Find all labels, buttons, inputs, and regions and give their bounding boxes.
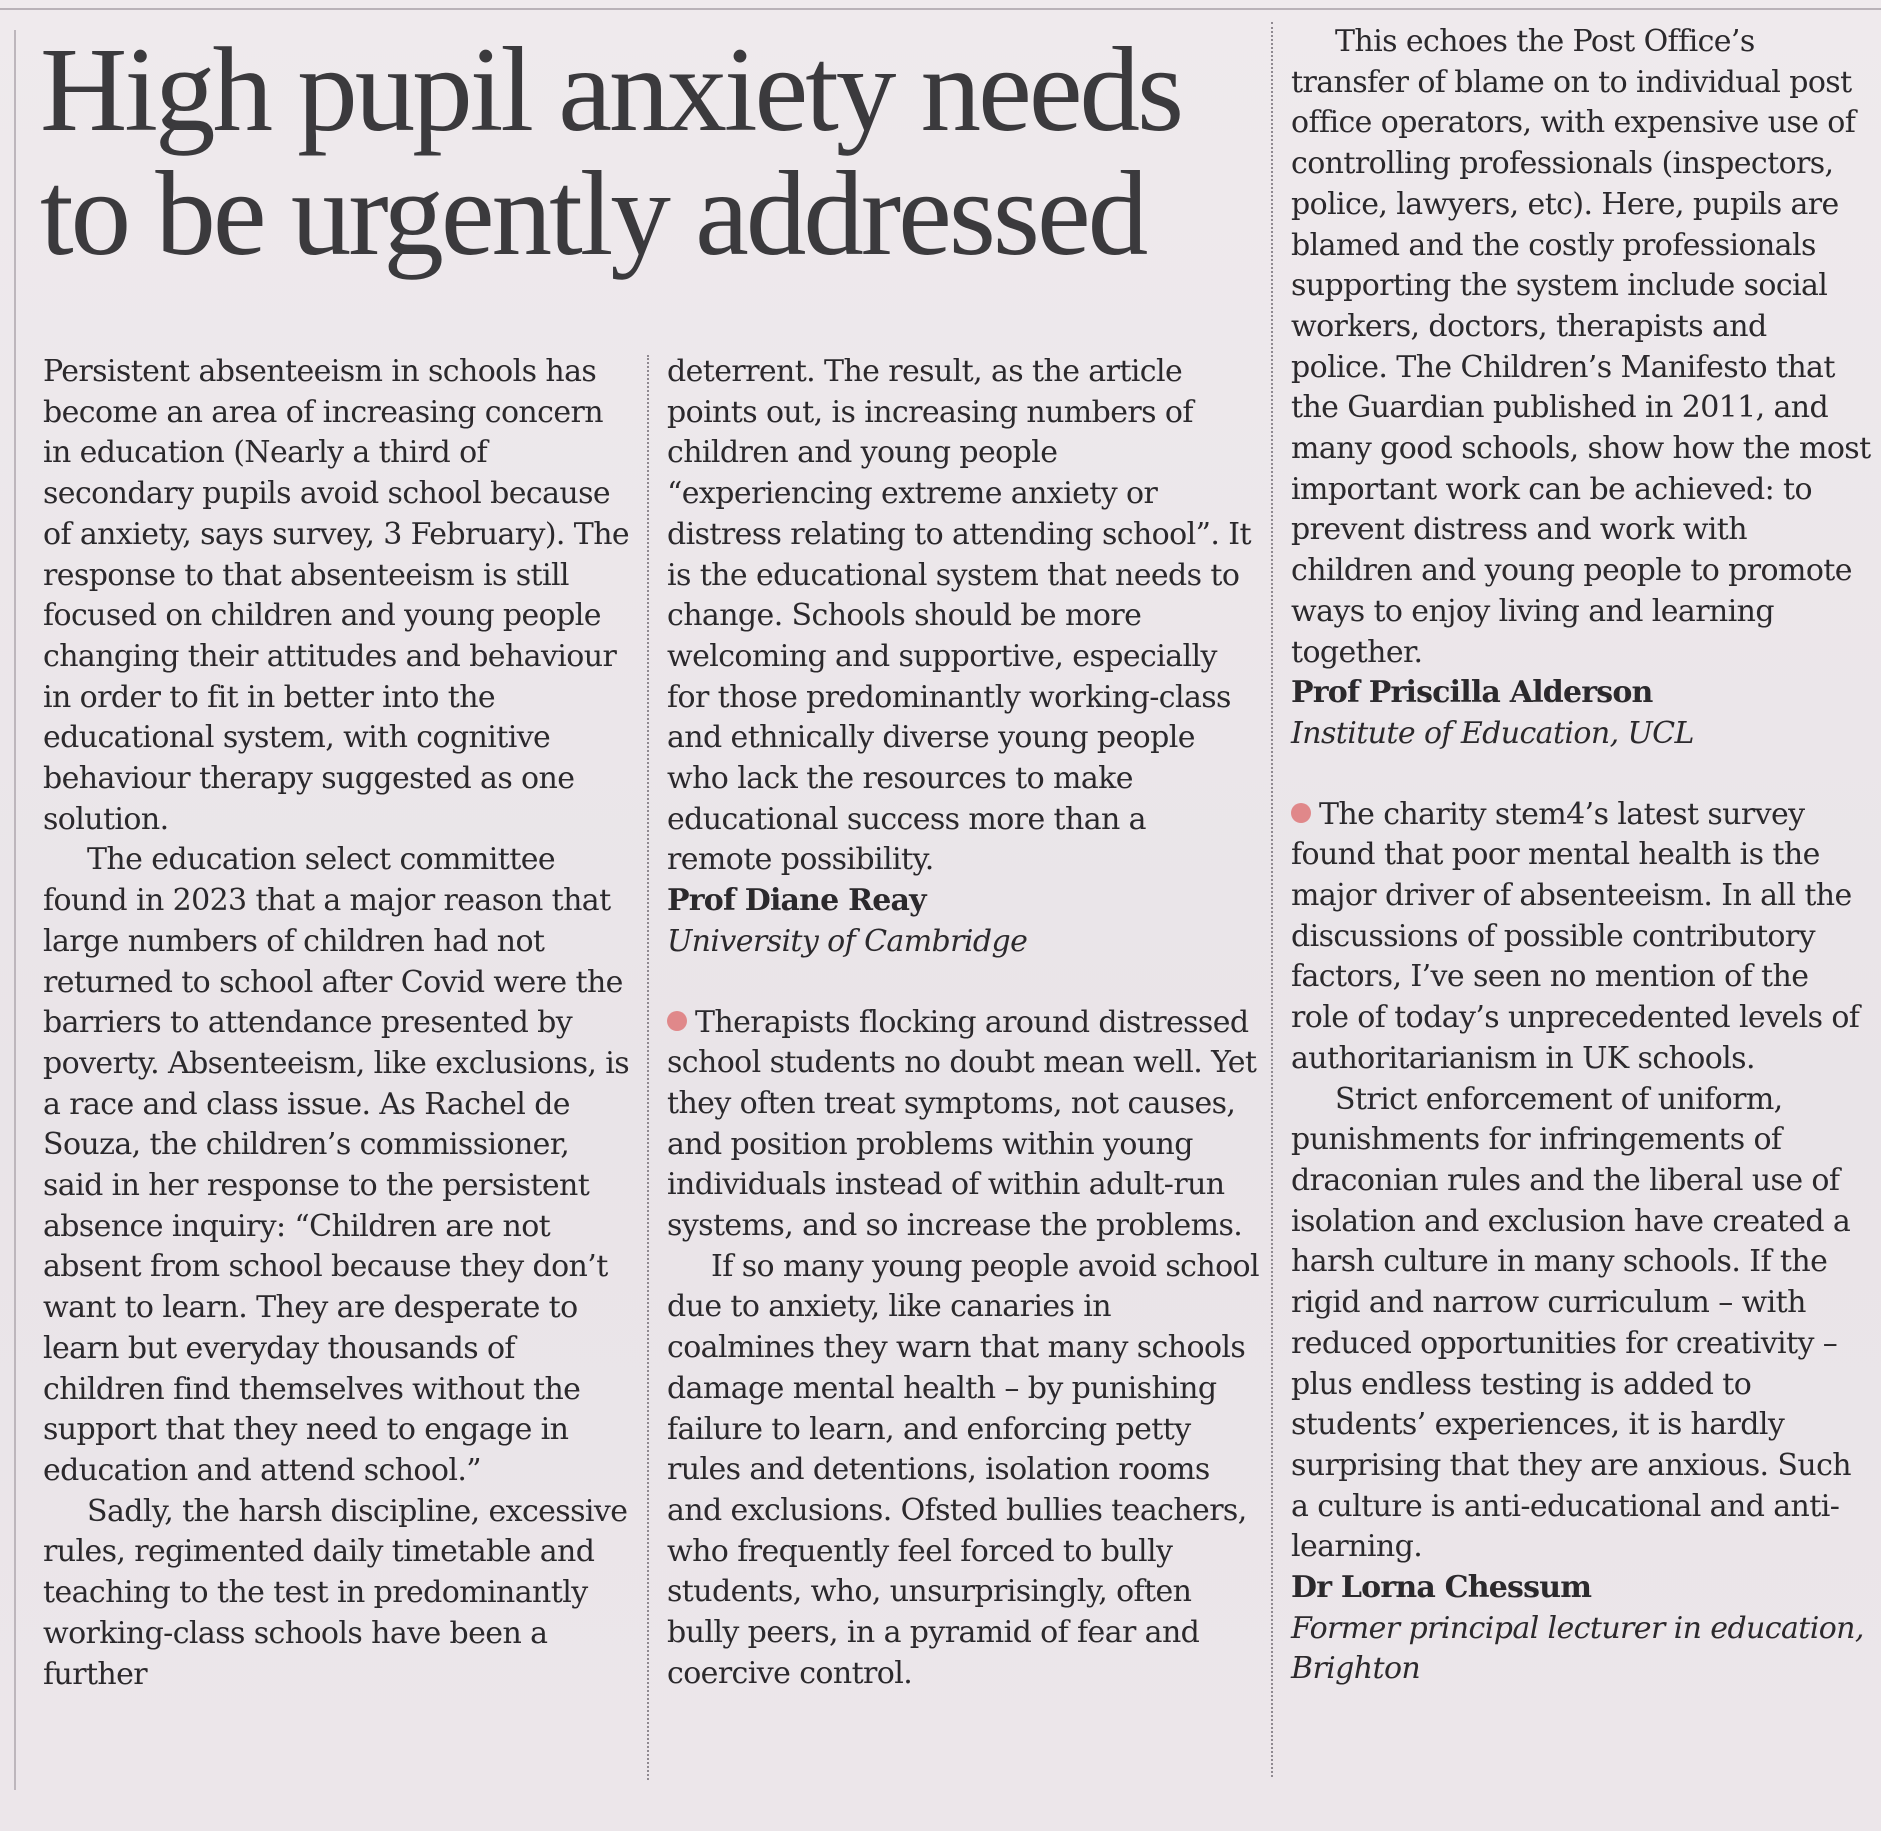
letter-1-author: Prof Diane Reay [667, 883, 926, 919]
letter-1-paragraph-continued: deterrent. The result, as the article points out, is increasing numbers of children and young people “experiencing extreme anxiety or distress relating to attending school”. It is the educational system that needs to change. Schools should be more welcoming and supportive, especially for those predominantly working-class and ethnically diverse young people who lack the resources to make educational success more than a remote possibility. [667, 354, 1251, 878]
column-separator [647, 355, 649, 1780]
left-rule [14, 30, 16, 1790]
column-2 [667, 352, 1259, 1695]
letter-gap [667, 963, 1259, 1003]
letter-3-author: Dr Lorna Chessum [1291, 1570, 1592, 1606]
letter-1-paragraph: Persistent absenteeism in schools has become an area of increasing concern in education (Nearly a third of secondary pupils avoid school because of anxiety, says survey, 3 February). The response to that absenteeism is still focused on children and young people changing their attitudes and behaviour in order to fit in better into the educational system, with cognitive behaviour therapy suggested as one solution. [43, 354, 630, 837]
column-separator [1271, 22, 1273, 1777]
bullet-dot-icon [667, 1011, 687, 1031]
top-rule [0, 8, 1881, 10]
letter-3-paragraph: Strict enforcement of uniform, punishments for infringements of draconian rules and the liberal use of isolation and exclusion have created a harsh culture in many schools. If the rigid and narrow curriculum – with reduced opportunities for creativity – plus endless testing is added to students’ experiences, it is hardly surprising that they are anxious. Such a culture is anti-educational and anti-learning. [1291, 1081, 1852, 1565]
headline: High pupil anxiety needs to be urgently addressed [40, 23, 1182, 281]
letter-2-paragraph [667, 1003, 1259, 1247]
letter-3-paragraph [1291, 795, 1871, 1080]
letter-3-paragraph-text: The charity stem4’s latest survey found that poor mental health is the major driver of absenteeism. In all the discussions of possible contributory factors, I’ve seen no mention of the role of today’s unprecedented levels of authoritarianism in UK schools. [1291, 796, 1860, 1076]
letter-gap [1291, 755, 1871, 795]
letter-2-paragraph-text: Therapists flocking around distressed school students no doubt mean well. Yet they often treat symptoms, not causes, and position problems within young individuals instead of within adult-run systems, and so increase the problems. [667, 1004, 1257, 1244]
letter-3-affiliation: Former principal lecturer in education, Brighton [1291, 1610, 1864, 1687]
letter-1-affiliation: University of Cambridge [667, 923, 1028, 959]
letter-1-paragraph: The education select committee found in 2023 that a major reason that large numbers of children had not returned to school after Covid were the barriers to attendance presented by poverty. Absenteeism, like exclusions, is a race and class issue. As Rachel de Souza, the children’s commissioner, said in her response to the persistent absence inquiry: “Children are not absent from school because they don’t want to learn. They are desperate to learn but everyday thousands of children find themselves without the support that they need to engage in education and attend school.” [43, 842, 630, 1488]
letter-2-paragraph: This echoes the Post Office’s transfer of blame on to individual post office operators, with expensive use of controlling professionals (inspectors, police, lawyers, etc). Here, pupils are blamed and the costly professionals supporting the system include social workers, doctors, therapists and police. The Children’s Manifesto that the Guardian published in 2011, and many good schools, show how the most important work can be achieved: to prevent distress and work with children and young people to promote ways to enjoy living and learning together. [1291, 24, 1871, 670]
column-1 [43, 352, 633, 1695]
column-3 [1291, 22, 1871, 1690]
letter-1-paragraph: Sadly, the harsh discipline, excessive rules, regimented daily timetable and teaching to the test in predominantly working-class schools have been a further [43, 1493, 628, 1692]
bullet-dot-icon [1291, 803, 1311, 823]
letter-2-author: Prof Priscilla Alderson [1291, 675, 1653, 711]
letter-2-affiliation: Institute of Education, UCL [1291, 715, 1694, 751]
letter-2-paragraph: If so many young people avoid school due to anxiety, like canaries in coalmines they warn that many schools damage mental health – by punishing failure to learn, and enforcing petty rules and detentions, isolation rooms and exclusions. Ofsted bullies teachers, who frequently feel forced to bully students, who, unsurprisingly, often bully peers, in a pyramid of fear and coercive control. [667, 1248, 1259, 1691]
